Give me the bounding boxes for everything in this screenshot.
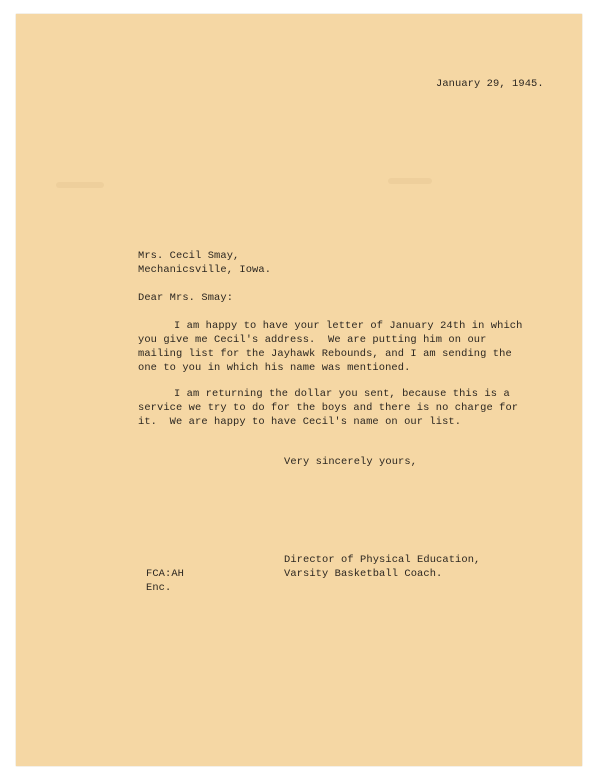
paragraph-1-line: you give me Cecil's address. We are putting him on our (138, 334, 487, 346)
enclosure-note: Enc. (146, 582, 172, 594)
closing: Very sincerely yours, (284, 456, 418, 468)
recipient-name: Mrs. Cecil Smay, (138, 250, 240, 262)
typist-initials: FCA:AH (146, 568, 185, 580)
signature-subtitle: Varsity Basketball Coach. (284, 568, 443, 580)
paragraph-1-line: one to you in which his name was mentioned. (138, 362, 411, 374)
letter-date: January 29, 1945. (436, 78, 544, 90)
salutation: Dear Mrs. Smay: (138, 292, 234, 304)
letter-page (16, 14, 582, 766)
paragraph-2-line: service we try to do for the boys and there is no charge for (138, 402, 519, 414)
paragraph-2-line: it. We are happy to have Cecil's name on our list. (138, 416, 462, 428)
paper-smudge (388, 178, 432, 184)
recipient-address: Mechanicsville, Iowa. (138, 264, 272, 276)
signature-title: Director of Physical Education, (284, 554, 481, 566)
paragraph-2-line: I am returning the dollar you sent, because this is a (174, 388, 510, 400)
paragraph-1-line: mailing list for the Jayhawk Rebounds, and I am sending the (138, 348, 512, 360)
paper-smudge (56, 182, 104, 188)
paragraph-1-line: I am happy to have your letter of January 24th in which (174, 320, 523, 332)
